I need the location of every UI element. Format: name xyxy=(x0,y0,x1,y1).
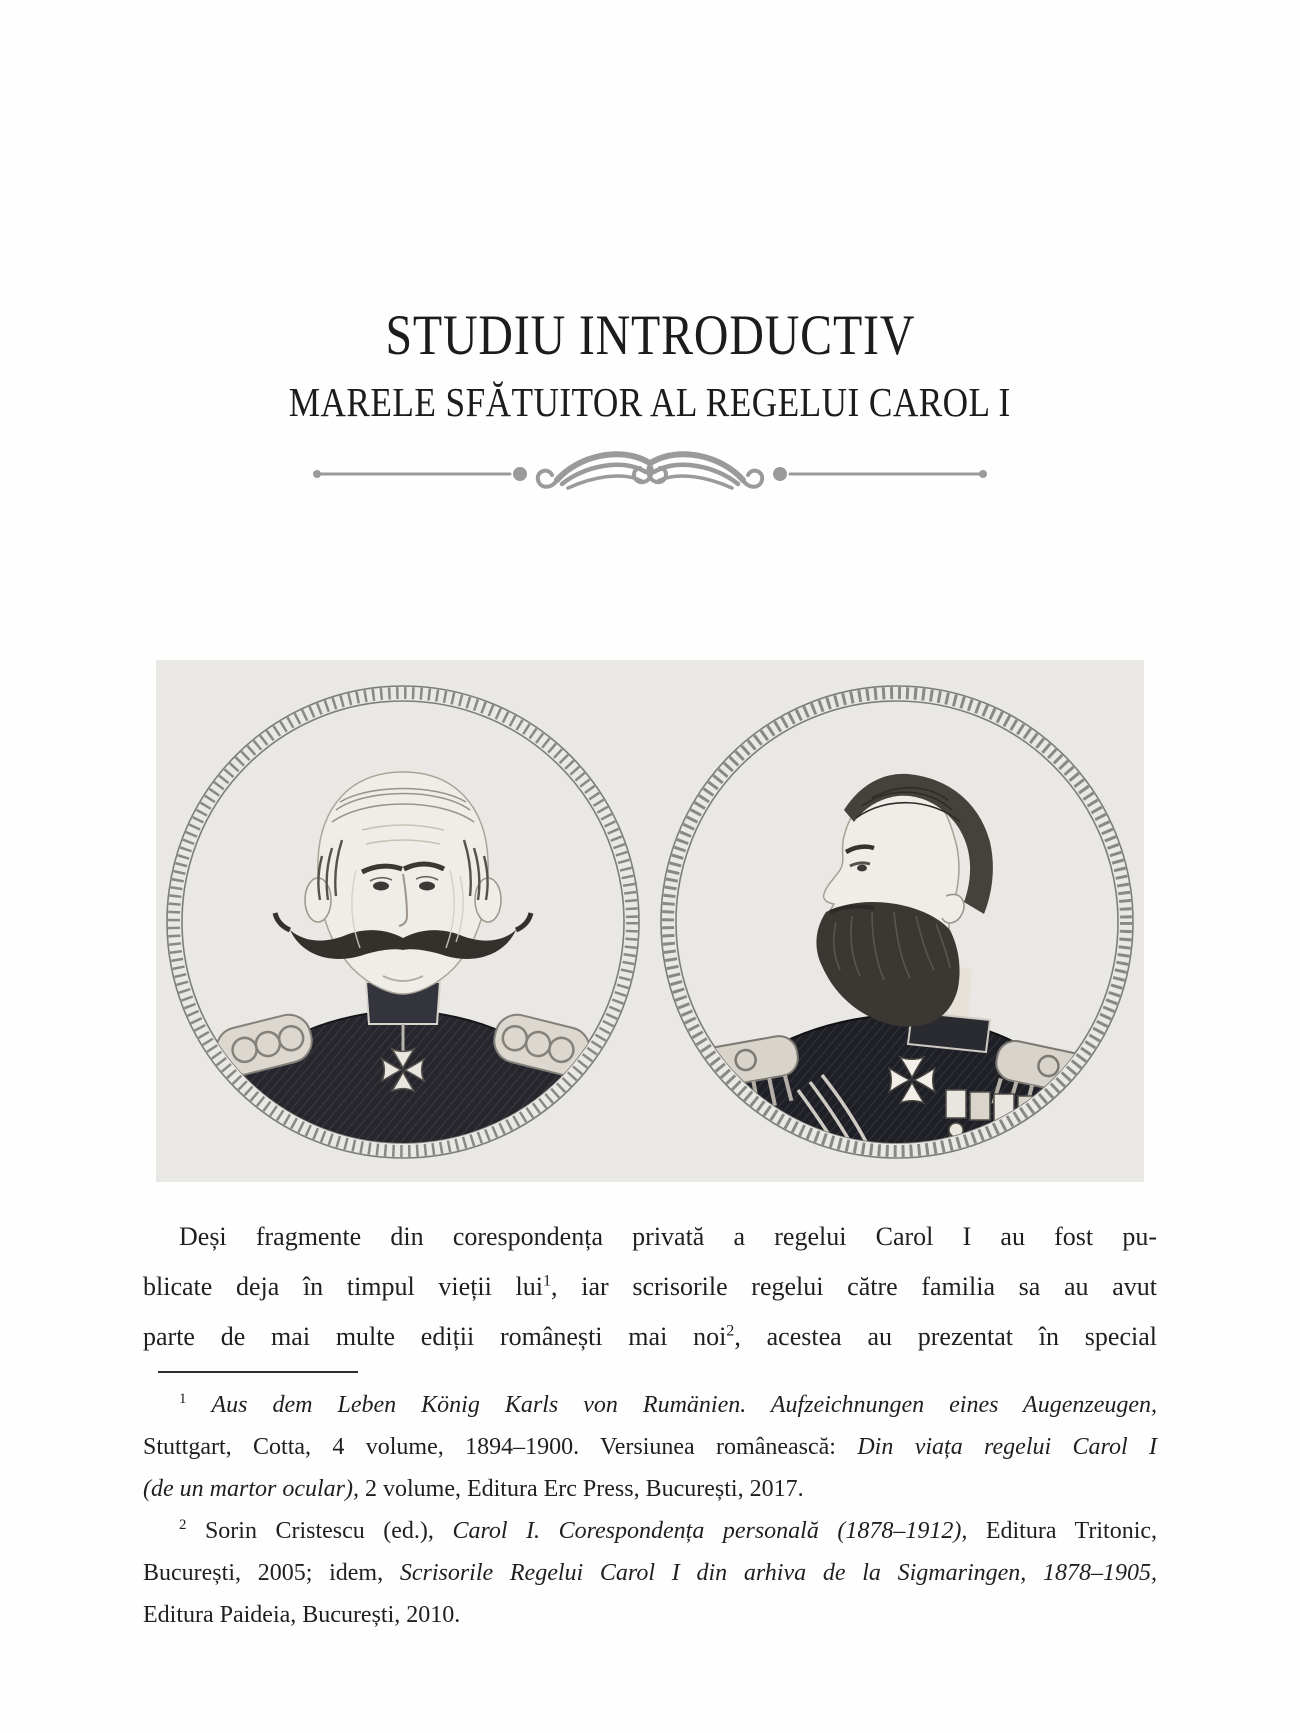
footnotes-block xyxy=(143,1384,1157,1636)
portrait-right-illustration xyxy=(650,660,1144,1182)
text-segment: Sorin Cristescu (ed.), xyxy=(204,1518,453,1544)
illustration-panel xyxy=(156,660,1144,1182)
portrait-left-illustration xyxy=(156,660,650,1182)
footnote-reference: 2 xyxy=(726,1322,735,1340)
text-line xyxy=(143,1384,1157,1426)
text-line xyxy=(143,1312,1157,1362)
text-line xyxy=(143,1552,1157,1594)
text-line xyxy=(143,1212,1157,1262)
text-segment: Deși fragmente din corespondența privată a regelui Carol I au fost pu- xyxy=(179,1222,1157,1251)
text-segment: Editura Tritonic, xyxy=(967,1518,1158,1544)
text-segment: , acestea au prezentat în special xyxy=(734,1322,1157,1351)
text-segment: Scrisorile Regelui Carol I din arhiva de la Sigmaringen, 1878–1905, xyxy=(399,1560,1157,1586)
text-segment: (de un martor ocular), xyxy=(143,1476,359,1502)
footnote-reference: 2 xyxy=(179,1517,187,1533)
text-line xyxy=(143,1262,1157,1312)
page-title-text: STUDIU INTRODUCTIV xyxy=(385,304,915,367)
body-paragraph xyxy=(143,1212,1157,1362)
text-segment: blicate deja în timpul vieții lui xyxy=(143,1272,543,1301)
text-segment: Editura Paideia, București, 2010. xyxy=(143,1602,461,1628)
page-title xyxy=(143,306,1157,366)
footnote-1 xyxy=(143,1384,1157,1510)
text-segment xyxy=(186,1392,211,1418)
flourish-divider-icon xyxy=(310,440,990,504)
text-segment: Carol I. Corespondența personală (1878–1912), xyxy=(452,1518,968,1544)
text-segment xyxy=(186,1518,205,1544)
text-segment: 2 volume, Editura Erc Press, București, 2017. xyxy=(358,1476,804,1502)
text-line xyxy=(143,1510,1157,1552)
page-subtitle xyxy=(143,378,1157,426)
text-line xyxy=(143,1468,1157,1510)
text-segment: , iar scrisorile regelui către familia sa au avut xyxy=(551,1272,1157,1301)
text-segment: Din viața regelui Carol I xyxy=(857,1434,1157,1460)
text-line xyxy=(143,1426,1157,1468)
text-segment: București, 2005; idem, xyxy=(143,1560,400,1586)
text-line xyxy=(143,1594,1157,1636)
footnote-rule xyxy=(158,1371,358,1373)
page-subtitle-text: MARELE SFĂTUITOR AL REGELUI CAROL I xyxy=(289,379,1011,425)
footnote-2 xyxy=(143,1510,1157,1636)
text-segment: Aus dem Leben König Karls von Rumänien. Aufzeichnungen eines Augenzeugen, xyxy=(211,1392,1158,1418)
footnote-reference: 1 xyxy=(179,1391,187,1407)
footnote-reference: 1 xyxy=(542,1272,552,1290)
text-segment: Stuttgart, Cotta, 4 volume, 1894–1900. Versiunea românească: xyxy=(143,1434,858,1460)
text-segment: parte de mai multe ediții românești mai noi xyxy=(143,1322,727,1351)
